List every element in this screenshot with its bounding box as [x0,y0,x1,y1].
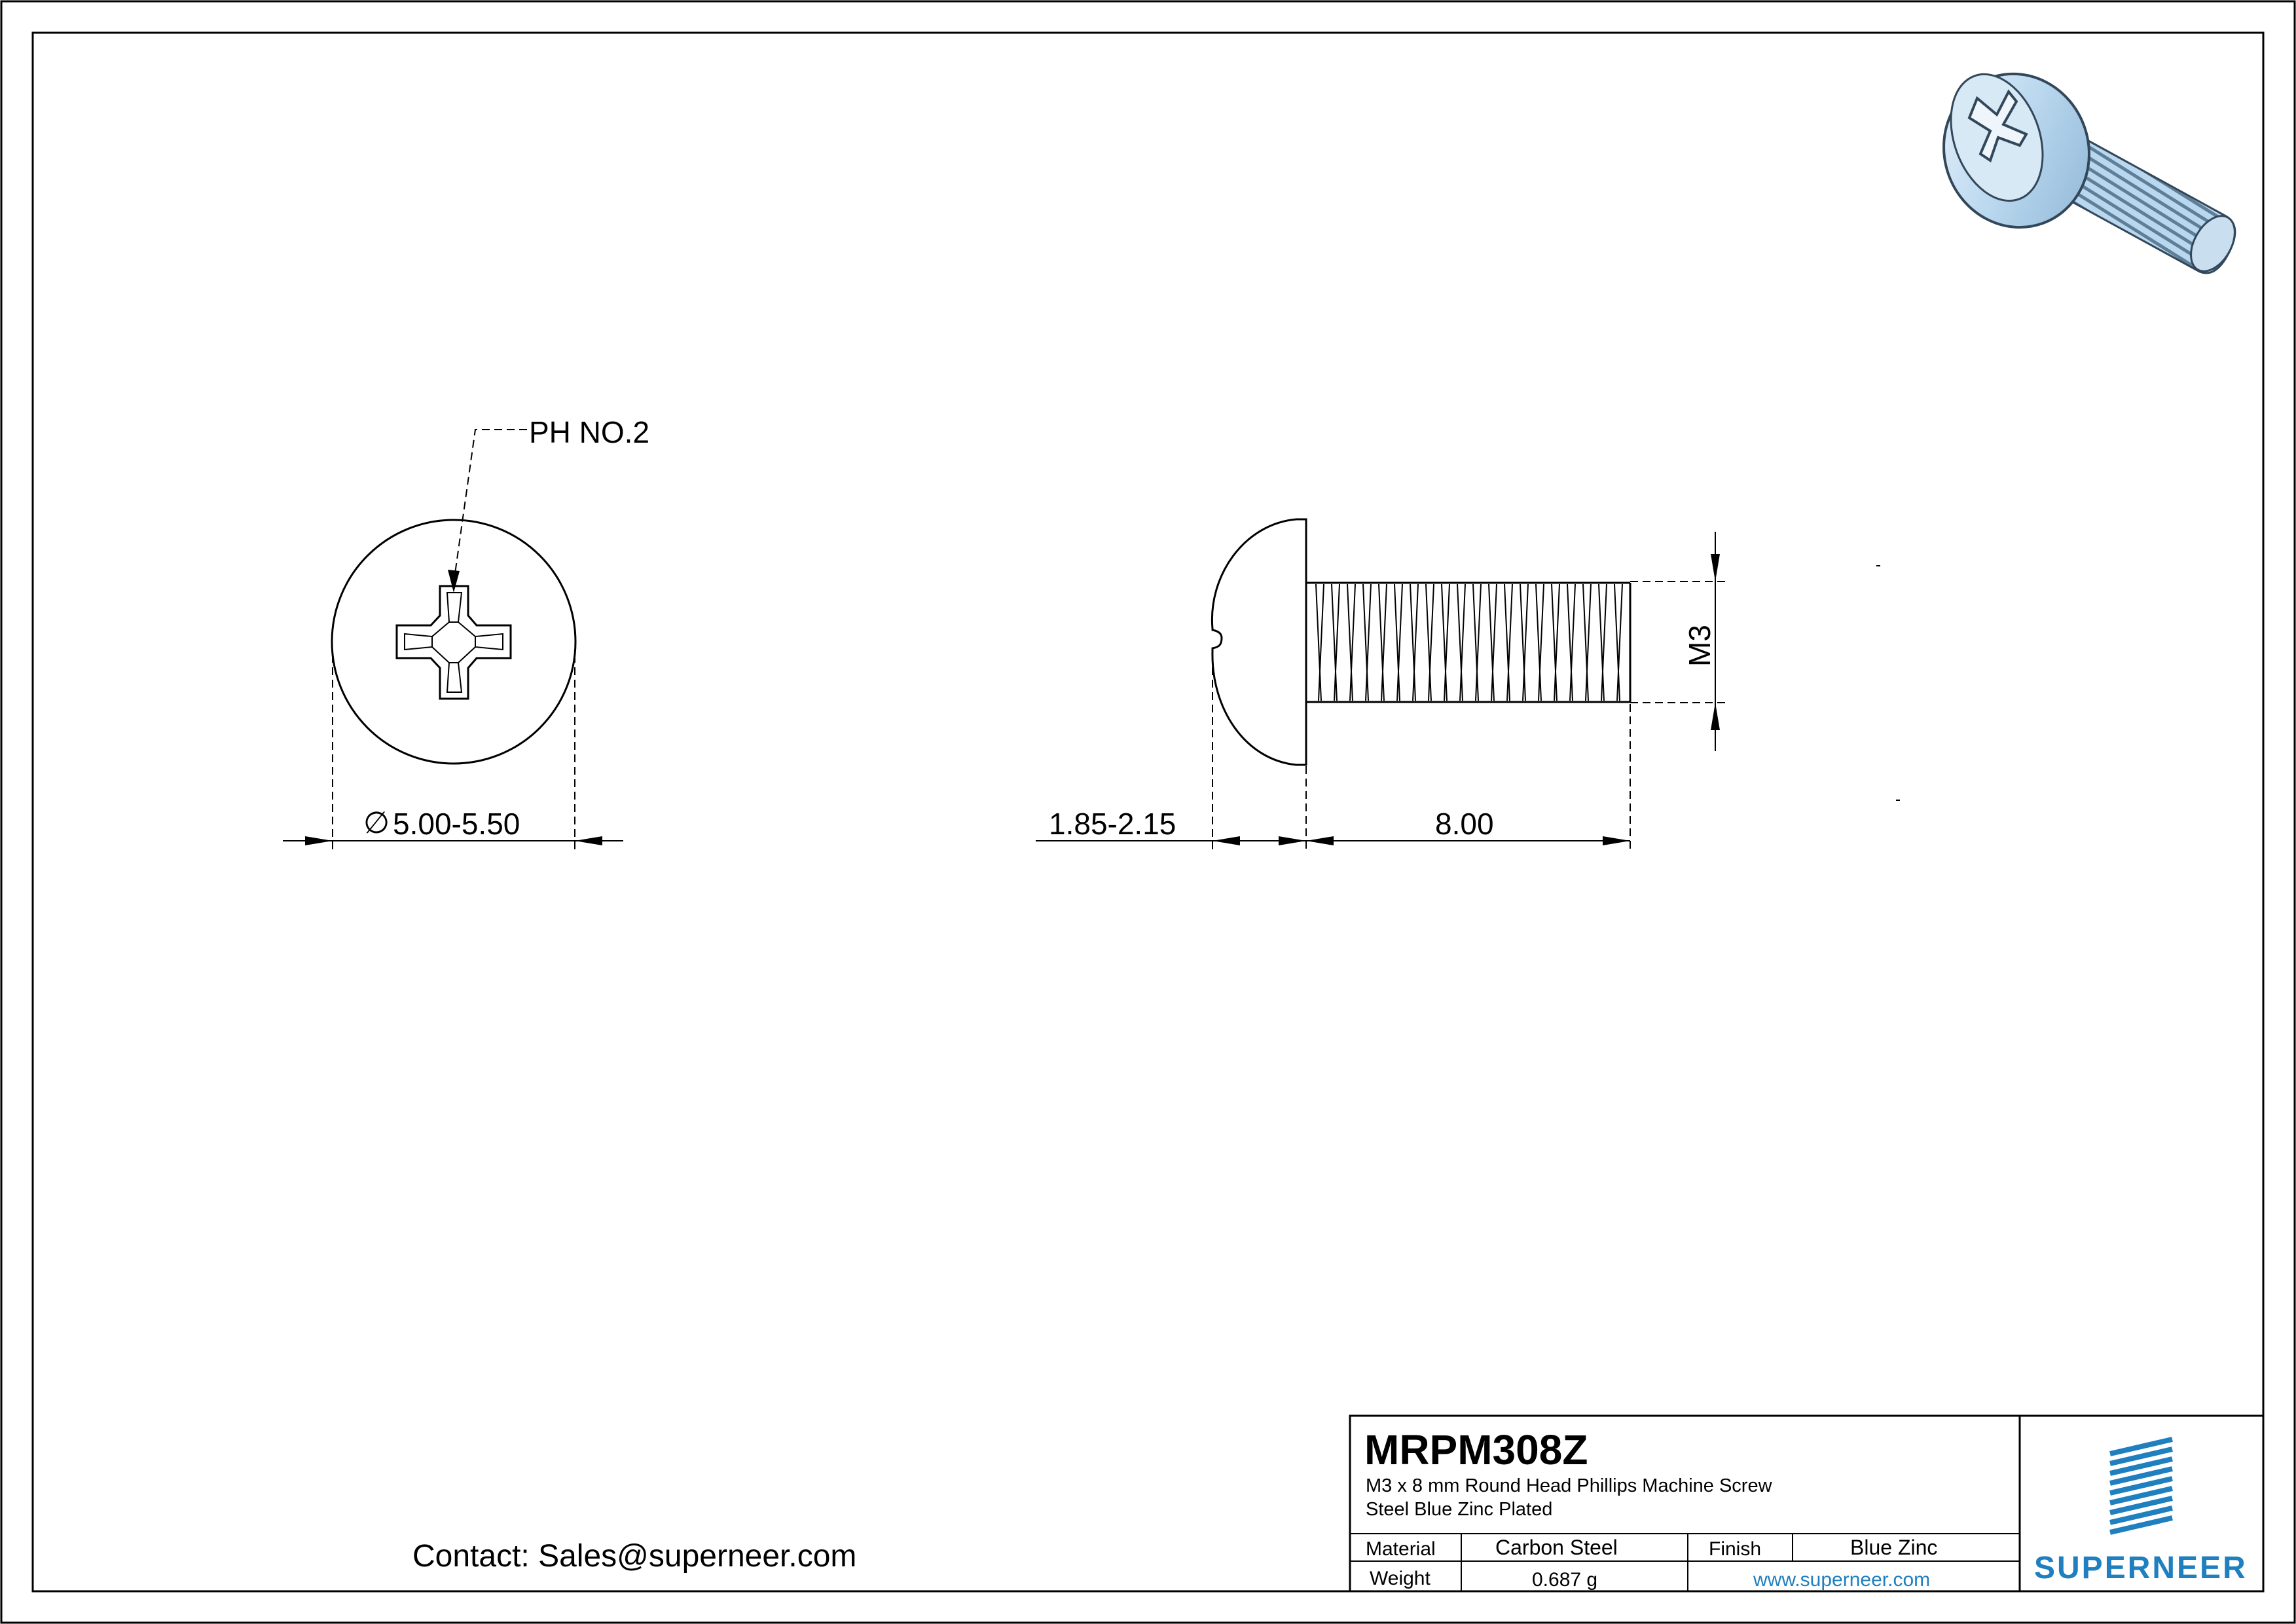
head-diameter-value: 5.00-5.50 [393,807,520,841]
thread-size-label: M3 [1683,625,1717,667]
finish-value: Blue Zinc [1850,1536,1938,1559]
part-number: MRPM308Z [1364,1426,1588,1473]
material-value: Carbon Steel [1495,1536,1618,1559]
diameter-symbol: ∅ [363,805,390,840]
finish-label: Finish [1709,1538,1762,1560]
description-line-2: Steel Blue Zinc Plated [1366,1499,1553,1520]
material-label: Material [1366,1538,1436,1560]
website-link[interactable]: www.superneer.com [1753,1569,1931,1591]
drive-callout-label: PH NO.2 [529,415,650,449]
weight-value: 0.687 g [1532,1569,1598,1591]
length-value: 8.00 [1435,807,1494,841]
brand-name: SUPERNEER [2034,1551,2248,1585]
description-line-1: M3 x 8 mm Round Head Phillips Machine Screw [1366,1475,1772,1496]
contact-email: Contact: Sales@superneer.com [412,1539,857,1574]
head-height-value: 1.85-2.15 [1049,807,1176,841]
weight-label: Weight [1370,1568,1430,1589]
